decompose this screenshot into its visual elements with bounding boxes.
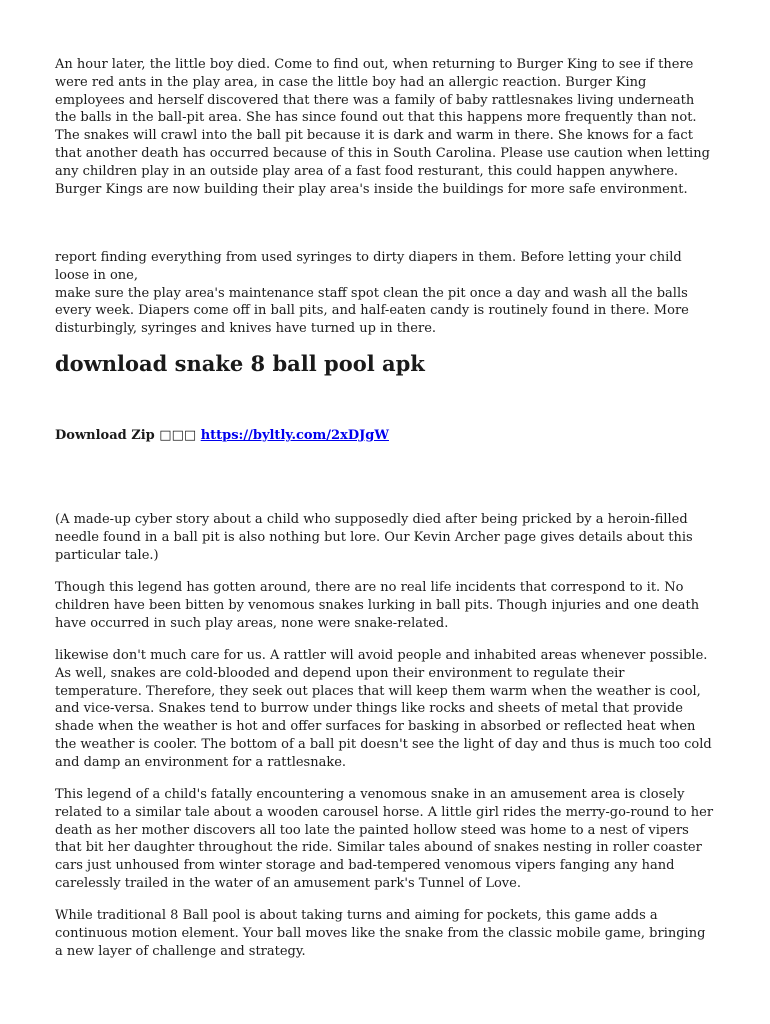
paragraph-snake-behavior: likewise don't much care for us. A rattler will avoid people and inhabited areas whenever possible. As well, snakes are cold-blooded and depend upon their environment to regulate their temperature. Therefore, they seek out places that will keep them warm when the weather is cool, and vice-versa. Snakes tend to burrow under things like rocks and sheets of metal that provide shade when the weather is hot and offer surfaces for basking in absorbed or reflected heat when the weather is cooler. The bottom of a ball pit doesn't see the light of day and thus is much too cold and damp an environment for a rattlesnake. [55, 648, 712, 770]
missing-glyph-icons: □□□ [159, 428, 197, 443]
download-line [55, 427, 389, 445]
paragraph-ball-pit-hygiene [55, 249, 715, 338]
page-title: download snake 8 ball pool apk [55, 351, 425, 376]
paragraph-game-description: While traditional 8 Ball pool is about taking turns and aiming for pockets, this game adds a continuous motion element. Your ball moves like the snake from the classic mobile game, bringing a new layer of challenge and strategy. [55, 908, 706, 959]
paragraph-cyber-story: (A made-up cyber story about a child who supposedly died after being pricked by a heroin-filled needle found in a ball pit is also nothing but lore. Our Kevin Archer page gives details about this particular tale.) [55, 512, 693, 563]
paragraph-no-incidents: Though this legend has gotten around, there are no real life incidents that correspond to it. No children have been bitten by venomous snakes lurking in ball pits. Though injuries and one death have occurred in such play areas, none were snake-related. [55, 580, 700, 631]
paragraph-line: make sure the play area's maintenance staff spot clean the pit once a day and wash all the balls every week. Diapers come off in ball pits, and half-eaten candy is routinely found in there. More disturbingly, syringes and knives have turned up in there. [55, 285, 689, 337]
paragraph-line: report finding everything from used syringes to dirty diapers in them. Before letting your child loose in one, [55, 250, 682, 283]
download-link[interactable]: https://byltly.com/2xDJgW [200, 428, 389, 443]
download-label: Download Zip [55, 428, 155, 443]
paragraph-carousel-legend: This legend of a child's fatally encountering a venomous snake in an amusement area is closely related to a similar tale about a wooden carousel horse. A little girl rides the merry-go-round to her death as her mother discovers all too late the painted hollow steed was home to a nest of vipers that bit her daughter throughout the ride. Similar tales abound of snakes nesting in roller coaster cars just unhoused from winter storage and bad-tempered venomous vipers fanging any hand carelessly trailed in the water of an amusement park's Tunnel of Love. [55, 787, 714, 891]
paragraph-rattlesnake-story: An hour later, the little boy died. Come to find out, when returning to Burger King to see if there were red ants in the play area, in case the little boy had an allergic reaction. Burger King employees and herself discovered that there was a family of baby rattlesnakes living underneath the balls in the ball-pit area. She has since found out that this happens more frequently than not. The snakes will crawl into the ball pit because it is dark and warm in there. She knows for a fact that another death has occurred because of this in South Carolina. Please use caution when letting any children play in an outside play area of a fast food resturant, this could happen anywhere. Burger Kings are now building their play area's inside the buildings for more safe environment. [55, 57, 710, 197]
